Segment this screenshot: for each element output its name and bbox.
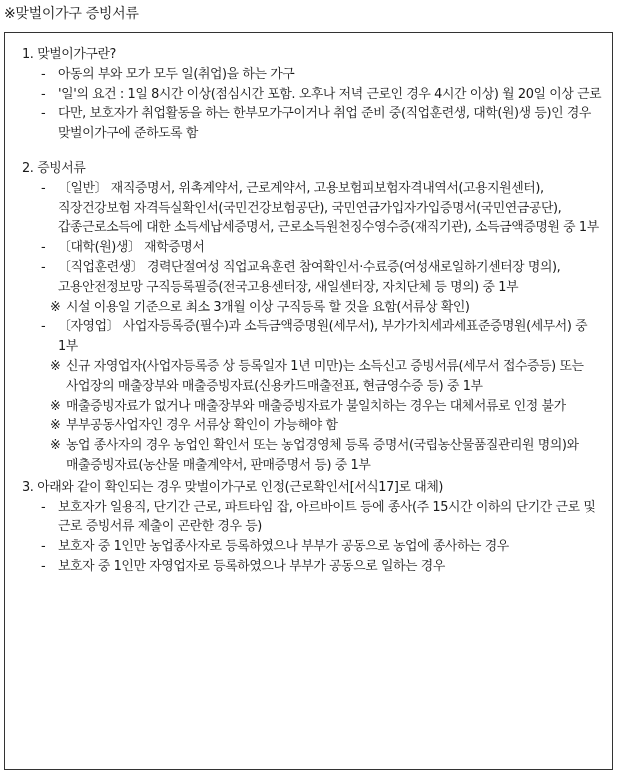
- list-item: - 아동의 부와 모가 모두 일(취업)을 하는 가구: [22, 65, 602, 85]
- section-documents: [22, 159, 602, 476]
- list-item-trainee-continued: 고용안전정보망 구직등록필증(전국고용센터장, 새일센터장, 자치단체 등 명의) 중 1부: [58, 279, 519, 295]
- list-item-general: - 〔일반〕 재직증명서, 위촉계약서, 근로계약서, 고용보험피보험자격내역서(고용지원센터), 직장건강보험 자격득실확인서(국민건강보험공단), 국민연금가입자가입증명서(국민연금공단), 갑종근로소득에 대한 소득세납세증명서, 근로소득원천징수영수증(재직기관), 소득금액증명원 중 1부: [22, 179, 602, 238]
- note-sales-evidence: ※ 매출증빙자료가 없거나 매출장부와 매출증빙자료가 불일치하는 경우는 대체서류로 인정 불가: [22, 397, 602, 417]
- document-title: ※맞벌이가구 증빙서류: [4, 6, 139, 22]
- list-item: - 다만, 보호자가 취업활동을 하는 한부모가구이거나 취업 준비 중(직업훈련생, 대학(원)생 등)인 경우 맞벌이가구에 준하도록 함: [22, 104, 602, 144]
- list-item-trainee: - 〔직업훈련생〕 경력단절여성 직업교육훈련 참여확인서·수료증(여성새로일하기센터장 명의),: [22, 258, 602, 278]
- note-farming: ※ 농업 종사자의 경우 농업인 확인서 또는 농업경영체 등록 증명서(국립농산물품질관리원 명의)와 매출증빙자료(농산물 매출계약서, 판매증명서 등) 중 1부: [22, 436, 602, 476]
- list-item-self-employed: - 〔자영업〕 사업자등록증(필수)과 소득금액증명원(세무서), 부가가치세과세표준증명원(세무서) 중 1부: [22, 317, 602, 357]
- section-heading: 3. 아래와 같이 확인되는 경우 맞벌이가구로 인정(근로확인서[서식17]로 대체): [22, 479, 444, 495]
- section-heading: 2. 증빙서류: [22, 160, 86, 176]
- section-heading: 1. 맞벌이가구란?: [22, 47, 116, 62]
- list-item-student: - 〔대학(원)생〕 재학증명서: [22, 238, 602, 258]
- list-item: - 보호자 중 1인만 농업종사자로 등록하였으나 부부가 공동으로 농업에 종사하는 경우: [22, 537, 602, 557]
- note-new-self-employed: ※ 신규 자영업자(사업자등록증 상 등록일자 1년 미만)는 소득신고 증빙서류(세무서 접수증등) 또는 사업장의 매출장부와 매출증빙자료(신용카드매출전표, 현금영수증 등) 중 1부: [22, 357, 602, 397]
- section-recognition: [22, 478, 602, 577]
- list-item: - 보호자가 일용직, 단기간 근로, 파트타임 잡, 아르바이트 등에 종사(주 15시간 이하의 단기간 근로 및 근로 증빙서류 제출이 곤란한 경우 등): [22, 498, 602, 538]
- list-item: - '일'의 요건 : 1일 8시간 이상(점심시간 포함. 오후나 저녁 근로인 경우 4시간 이상) 월 20일 이상 근로: [22, 85, 602, 105]
- section-definition: [22, 45, 602, 144]
- note-trainee: ※ 시설 이용일 기준으로 최소 3개월 이상 구직등록 할 것을 요함(서류상 확인): [22, 298, 602, 318]
- document-body: [22, 45, 602, 577]
- note-joint-business: ※ 부부공동사업자인 경우 서류상 확인이 가능해야 함: [22, 416, 602, 436]
- list-item: - 보호자 중 1인만 자영업자로 등록하였으나 부부가 공동으로 일하는 경우: [22, 557, 602, 577]
